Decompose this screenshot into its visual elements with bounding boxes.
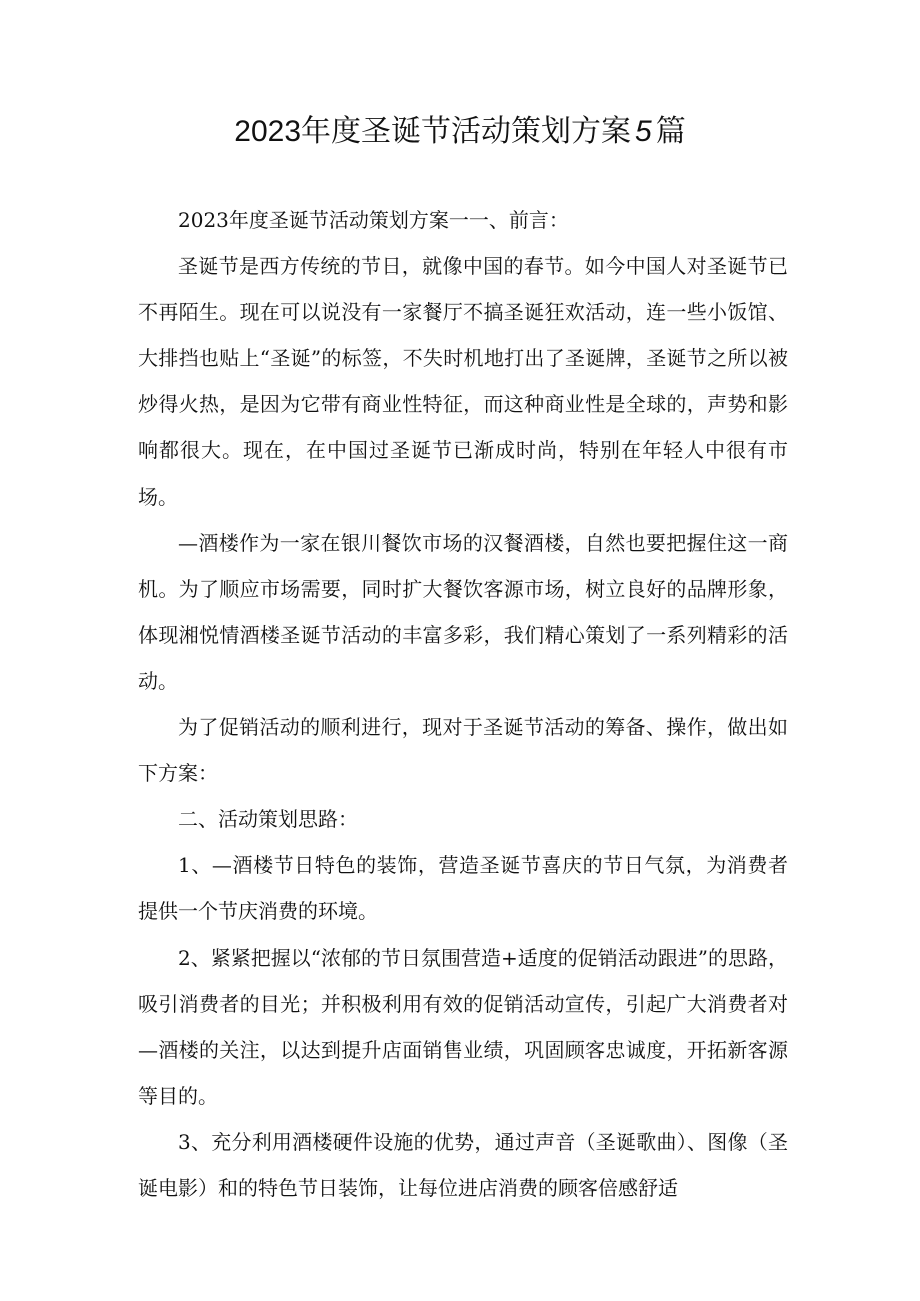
paragraph-restaurant-opportunity: —酒楼作为一家在银川餐饮市场的汉餐酒楼，自然也要把握住这一商机。为了顺应市场需要，同时扩大餐饮客源市场，树立良好的品牌形象，体现湘悦情酒楼圣诞节活动的丰富多彩，我们精心策划了一系列精彩的活动。	[138, 530, 788, 693]
title-suffix: 篇	[655, 114, 686, 149]
paragraph-christmas-background: 圣诞节是西方传统的节日，就像中国的春节。如今中国人对圣诞节已不再陌生。现在可以说没有一家餐厅不搞圣诞狂欢活动，连一些小饭馆、大排挡也贴上“圣诞”的标签，不失时机地打出了圣诞牌，圣诞节之所以被炒得火热，是因为它带有商业性特征，而这种商业性是全球的，声势和影响都很大。现在，在中国过圣诞节已渐成时尚，特别在年轻人中很有市场。	[138, 254, 788, 509]
title-count: 5	[635, 115, 652, 148]
title-main-text: 年度圣诞节活动策划方案	[301, 114, 632, 149]
document-body	[138, 197, 788, 1211]
title-year: 2023	[234, 115, 302, 148]
paragraph-strategy-3: 3、充分利用酒楼硬件设施的优势，通过声音（圣诞歌曲）、图像（圣诞电影）和的特色节日装饰，让每位进店消费的顾客倍感舒适	[138, 1129, 788, 1200]
paragraph-plan-purpose: 为了促销活动的顺利进行，现对于圣诞节活动的筹备、操作，做出如下方案：	[138, 715, 788, 786]
section-heading-strategy: 二、活动策划思路：	[178, 807, 358, 832]
paragraph-strategy-2: 2、紧紧把握以“浓郁的节日氛围营造+适度的促销活动跟进”的思路，吸引消费者的目光；并积极利用有效的促销活动宣传，引起广大消费者对—酒楼的关注，以达到提升店面销售业绩，巩固顾客忠诚度，开拓新客源等目的。	[138, 945, 788, 1108]
document-title	[0, 108, 920, 156]
paragraph-intro-heading: 2023年度圣诞节活动策划方案一一、前言：	[178, 208, 569, 232]
paragraph-strategy-1: 1、—酒楼节日特色的装饰，营造圣诞节喜庆的节日气氛，为消费者提供一个节庆消费的环境。	[138, 853, 788, 924]
